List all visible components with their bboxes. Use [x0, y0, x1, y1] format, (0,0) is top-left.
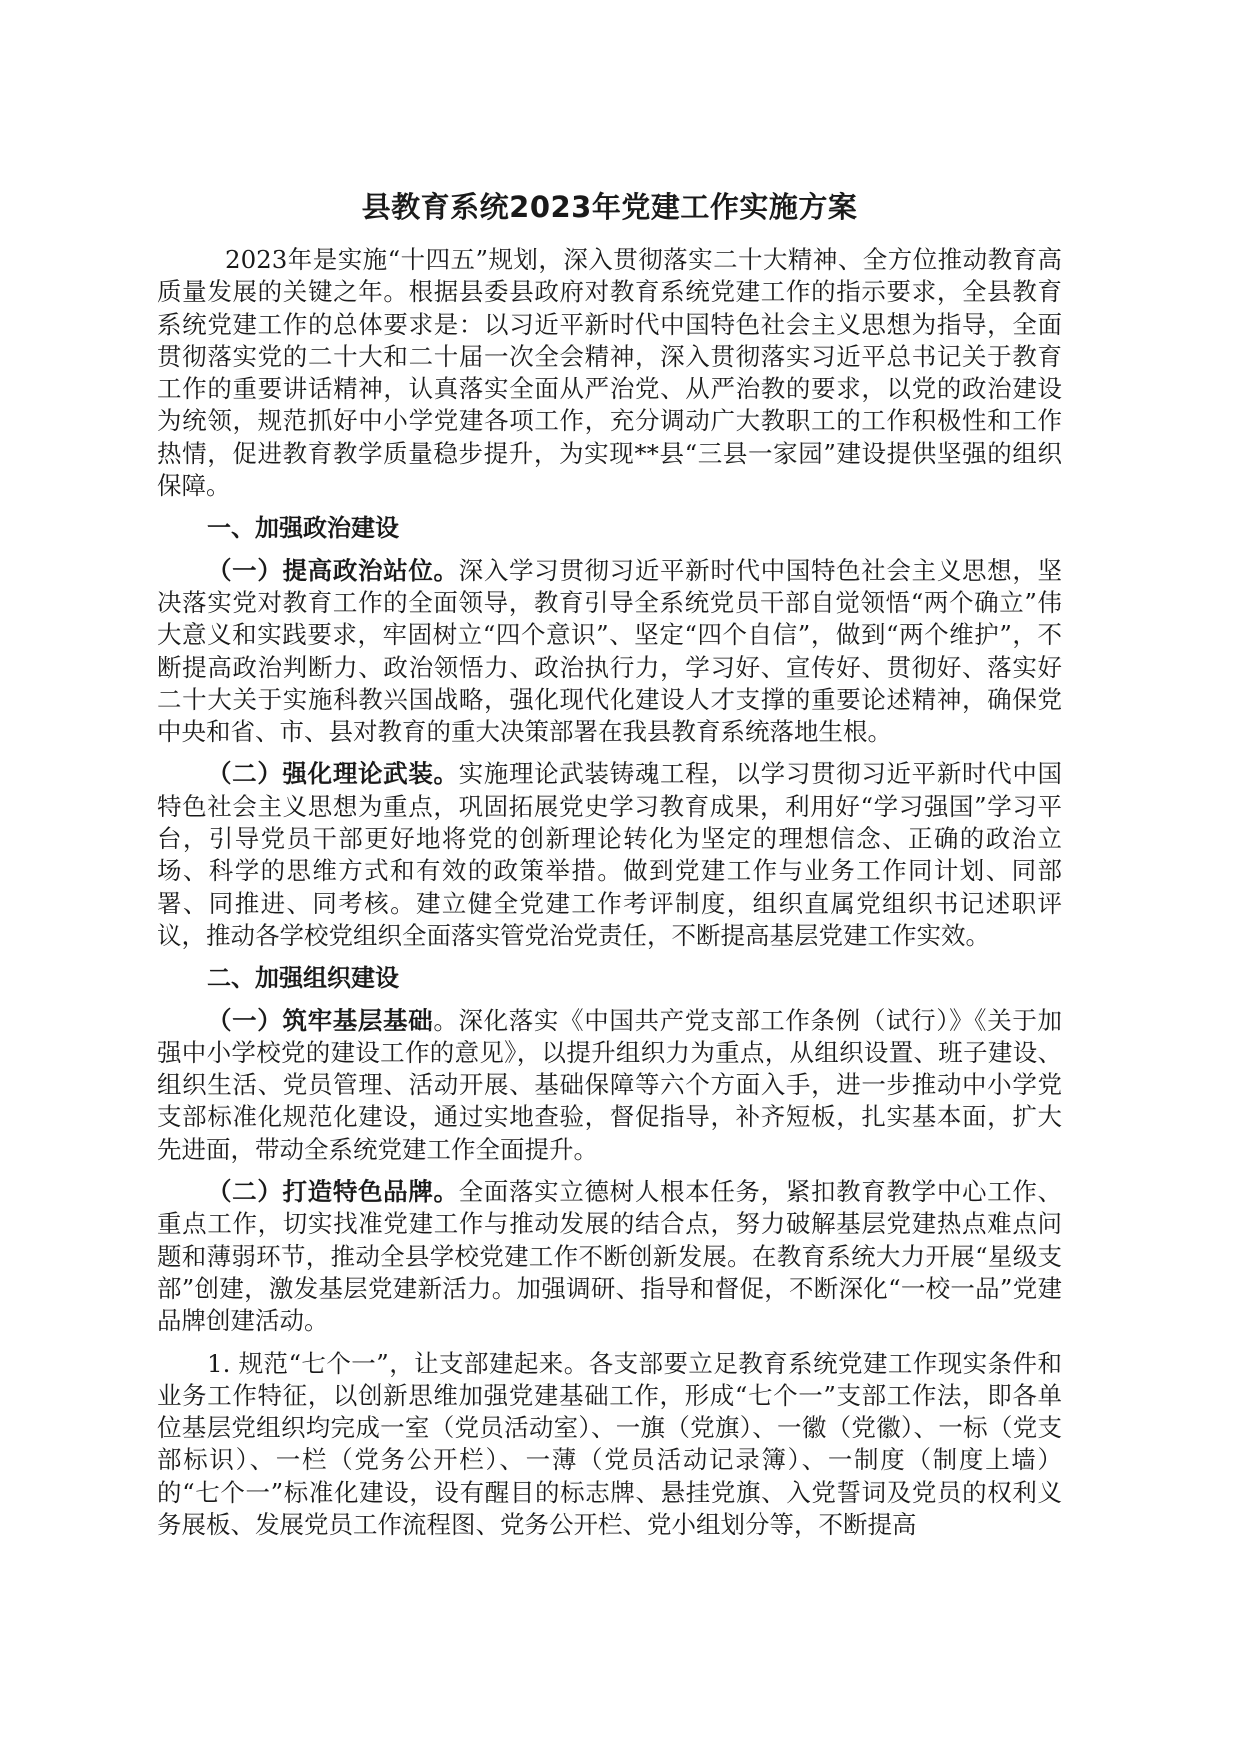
paragraph-body: 全面落实立德树人根本任务，紧扣教育教学中心工作、重点工作，切实找准党建工作与推动发展的结合点，努力破解基层党建热点难点问题和薄弱环节，推动全县学校党建工作不断创新发展。在教育系统大力开展“星级支部”创建，激发基层党建新活力。加强调研、指导和督促，不断深化“一校一品”党建品牌创建活动。: [157, 1177, 1063, 1336]
document-title: 县教育系统2023年党建工作实施方案: [361, 190, 858, 224]
paragraph-theory: [157, 758, 1062, 952]
paragraph-body: 深入学习贯彻习近平新时代中国特色社会主义思想，坚决落实党对教育工作的全面领导，教育引导全系统党员干部自觉领悟“两个确立”伟大意义和实践要求，牢固树立“四个意识”、坚定“四个自信”，做到“两个维护”，不断提高政治判断力、政治领悟力、政治执行力，学习好、宣传好、贯彻好、落实好二十大关于实施科教兴国战略，强化现代化建设人才支撑的重要论述精神，确保党中央和省、市、县对教育的重大决策部署在我县教育系统落地生根。: [157, 555, 1063, 747]
paragraph-brand: [157, 1176, 1062, 1337]
paragraph-grassroots: [157, 1005, 1062, 1166]
list-item-seven-ones: 1. 规范“七个一”，让支部建起来。各支部要立足教育系统党建工作现实条件和业务工作特征，以创新思维加强党建基础工作，形成“七个一”支部工作法，即各单位基层党组织均完成一室（党员活动室）、一旗（党旗）、一徽（党徽）、一标（党支部标识）、一栏（党务公开栏）、一薄（党员活动记录簿）、一制度（制度上墙）的“七个一”标准化建设，设有醒目的标志牌、悬挂党旗、入党誓词及党员的权利义务展板、发展党员工作流程图、党务公开栏、党小组划分等，不断提高: [157, 1348, 1062, 1539]
document-page: [157, 188, 1062, 1551]
paragraph-lead: （一）筑牢基层基础: [207, 1005, 434, 1035]
paragraph-lead: （一）提高政治站位。: [207, 555, 459, 585]
paragraph-lead: （二）打造特色品牌。: [207, 1177, 459, 1207]
paragraph-body: 实施理论武装铸魂工程，以学习贯彻习近平新时代中国特色社会主义思想为重点，巩固拓展党史学习教育成果，利用好“学习强国”学习平台，引导党员干部更好地将党的创新理论转化为坚定的理想信念、正确的政治立场、科学的思维方式和有效的政策举措。做到党建工作与业务工作同计划、同部署、同推进、同考核。建立健全党建工作考评制度，组织直属党组织书记述职评议，推动各学校党组织全面落实管党治党责任，不断提高基层党建工作实效。: [157, 759, 1063, 950]
section-heading-political: 一、加强政治建设: [207, 514, 399, 543]
paragraph-political-stance: [157, 555, 1062, 749]
paragraph-lead: （二）强化理论武装。: [207, 759, 459, 789]
intro-paragraph: 2023年是实施“十四五”规划，深入贯彻落实二十大精神、全方位推动教育高质量发展的关键之年。根据县委县政府对教育系统党建工作的指示要求，全县教育系统党建工作的总体要求是：以习近平新时代中国特色社会主义思想为指导，全面贯彻落实党的二十大和二十届一次全会精神，深入贯彻落实习近平总书记关于教育工作的重要讲话精神，认真落实全面从严治党、从严治教的要求，以党的政治建设为统领，规范抓好中小学党建各项工作，充分调动广大教职工的工作积极性和工作热情，促进教育教学质量稳步提升，为实现**县“三县一家园”建设提供坚强的组织保障。: [157, 245, 1062, 501]
paragraph-body: 。深化落实《中国共产党支部工作条例（试行）》《关于加强中小学校党的建设工作的意见》，以提升组织力为重点，从组织设置、班子建设、组织生活、党员管理、活动开展、基础保障等六个方面入手，进一步推动中小学党支部标准化规范化建设，通过实地查验，督促指导，补齐短板，扎实基本面，扩大先进面，带动全系统党建工作全面提升。: [157, 1005, 1063, 1164]
section-heading-organization: 二、加强组织建设: [207, 964, 399, 993]
